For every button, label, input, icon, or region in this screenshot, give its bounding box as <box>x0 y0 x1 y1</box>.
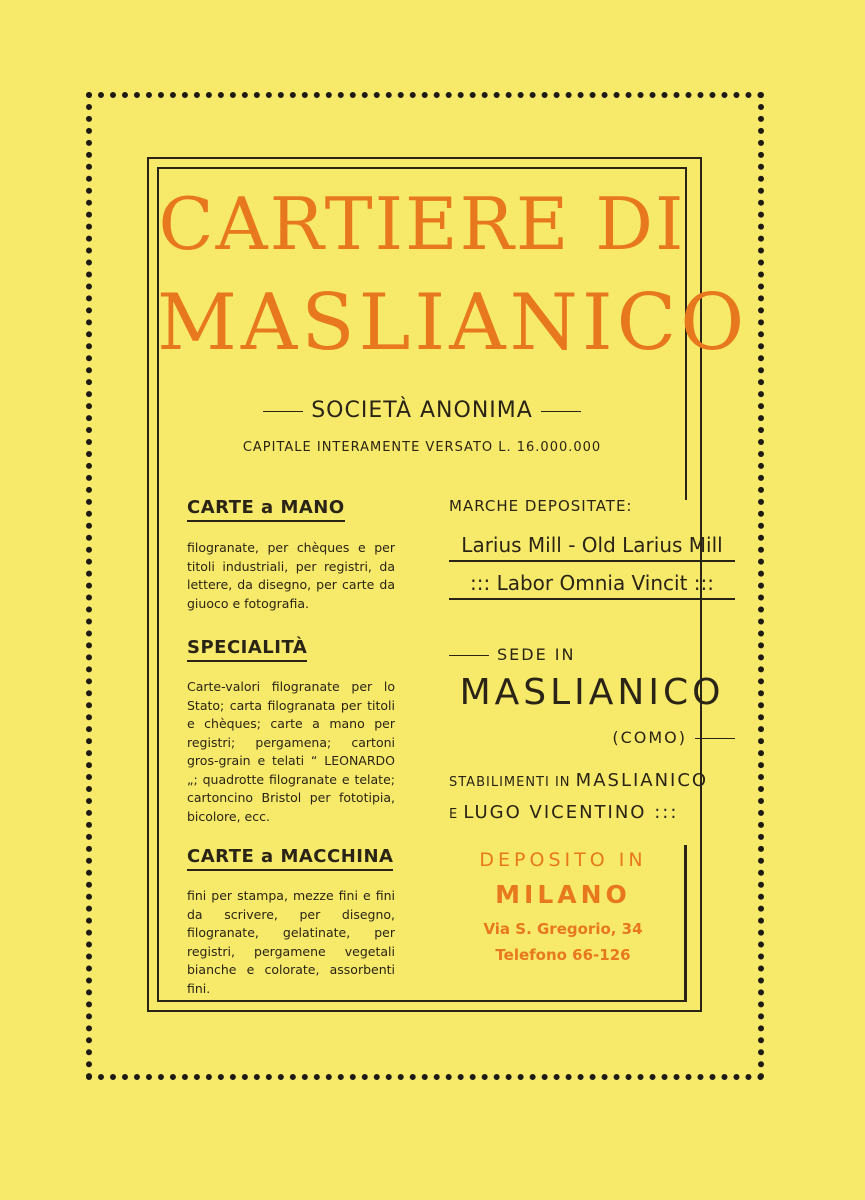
title-line-2: MASLIANICO <box>157 278 749 368</box>
seat-city: MASLIANICO <box>459 672 725 713</box>
section-heading-carte-a-macchina: CARTE a MACCHINA <box>187 846 393 871</box>
deposit-label: DEPOSITO IN <box>479 849 647 871</box>
plants-prefix-2: E <box>449 807 459 822</box>
section-text-specialita: Carte-valori filogranate per lo Stato; carta filogranata per titoli e chèques; carte a mano per registri; pergamena; cartoni gros-grain e telati “ LEONARDO „; quadrotte filogranate e telate; cartoncino Bristol per fototipia, bicolore, ecc. <box>187 679 395 824</box>
deposit-city: MILANO <box>495 880 631 909</box>
plants-line-2 <box>449 802 735 823</box>
deposit-phone: Telefono 66-126 <box>495 946 631 964</box>
province-dash <box>695 738 735 739</box>
company-type-text: SOCIETÀ ANONIMA <box>311 398 533 423</box>
section-text-carte-a-macchina: fini per stampa, mezze fini e fini da scrivere, per disegno, filogranate, gelatinate, per registri, pergamene vegetali bianche e colorate, assorbenti fini. <box>187 888 395 996</box>
section-heading-specialita: SPECIALITÀ <box>187 637 307 662</box>
plants-place-1: MASLIANICO <box>575 770 709 791</box>
capital-line: CAPITALE INTERAMENTE VERSATO L. 16.000.000 <box>242 440 602 455</box>
seat-province: (COMO) <box>612 728 687 747</box>
section-text-carte-a-mano: filogranate, per chèques e per titoli industriali, per registri, da lettere, da disegno, per carte da giuoco e fotografia. <box>187 540 395 611</box>
seat-dash <box>449 655 489 656</box>
trademark-2: ::: Labor Omnia Vincit ::: <box>449 571 735 600</box>
dash-left <box>263 411 303 412</box>
plants-place-2: LUGO VICENTINO ::: <box>463 802 679 823</box>
plants-line-1 <box>449 770 735 791</box>
seat-province-line <box>449 728 735 747</box>
plants-prefix-1: STABILIMENTI IN <box>449 775 571 790</box>
section-heading-carte-a-mano: CARTE a MANO <box>187 497 345 522</box>
company-type <box>157 398 687 423</box>
trademarks-label: MARCHE DEPOSITATE: <box>449 497 633 515</box>
trademark-1: Larius Mill - Old Larius Mill <box>449 533 735 562</box>
seat-label-line <box>449 645 735 664</box>
title-line-1: CARTIERE DI <box>158 182 686 266</box>
deposit-address: Via S. Gregorio, 34 <box>483 920 643 938</box>
dash-right <box>541 411 581 412</box>
seat-label: SEDE IN <box>497 645 576 664</box>
